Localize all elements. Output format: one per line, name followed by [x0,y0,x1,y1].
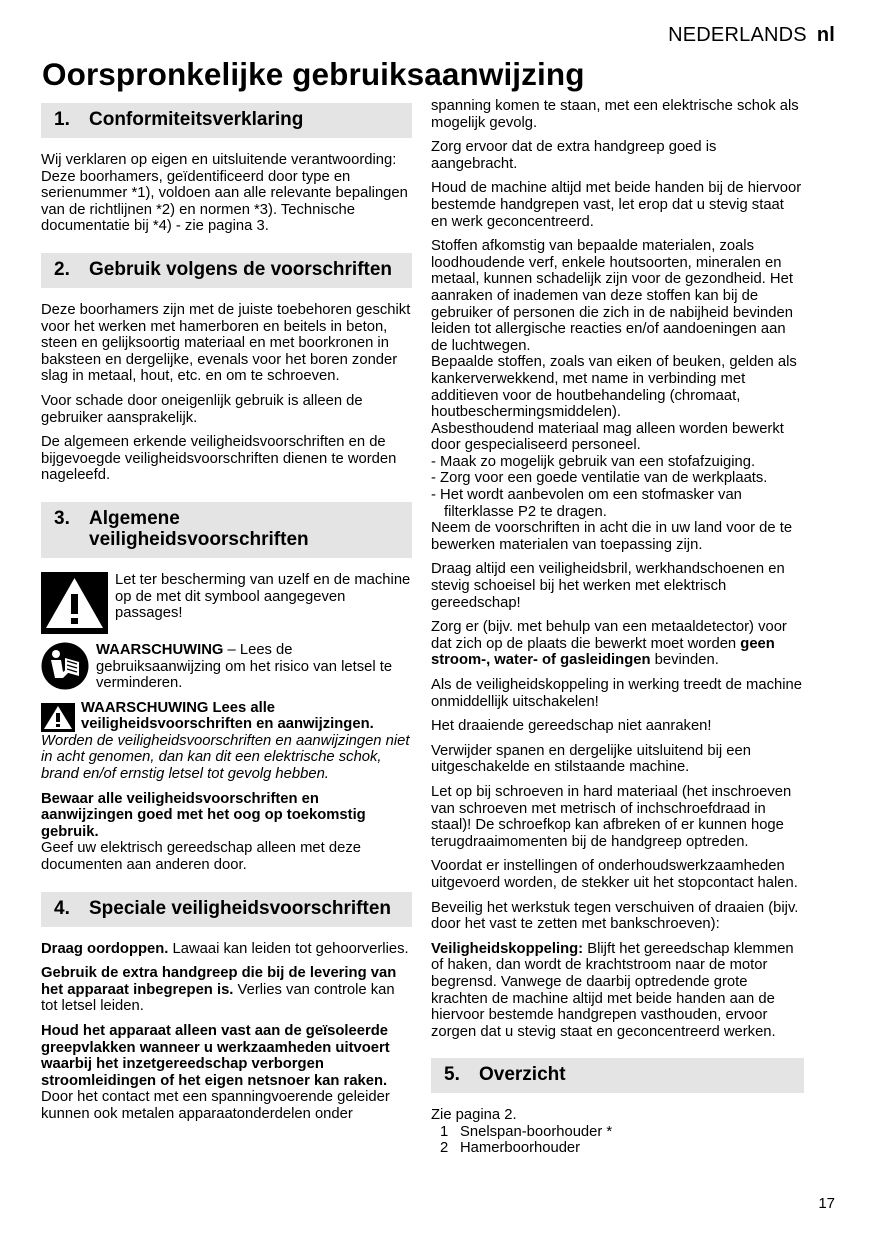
dust-measures-list [431,454,804,520]
section-number: 1. [54,109,70,130]
paragraph: Bepaalde stoffen, zoals van eiken of beuken, gelden als kankerverwekkend, met name in verbinding met additieven voor de houtbehandeling (chromaat, houtbeschermingsmiddelen). [431,354,797,421]
language-header [668,24,835,47]
paragraph: Draag oordoppen. Lawaai kan leiden tot gehoorverlies. [41,940,409,957]
language-code: nl [816,24,835,46]
section-number: 3. [54,507,70,529]
section-title: Algemene veiligheidsvoorschriften [89,507,309,550]
keep-instructions: Bewaar alle veiligheidsvoorschriften en aanwijzingen goed met het oog op toekomstig gebruik. [41,790,366,840]
paragraph: De algemeen erkende veiligheidsvoorschriften en de bijgevoegde veiligheidsvoorschriften dienen te worden nageleefd. [41,434,397,484]
section-title: Overzicht [479,1064,566,1086]
right-column [431,98,804,1157]
paragraph: Houd het apparaat alleen vast aan de geïsoleerde greepvlakken wanneer u werkzaamheden uitvoert waarbij het inzetgereedschap verborgen stroomleidingen of het eigen netsnoer kan raken. Door het contact met een spanningvoerende geleider kunnen ook metalen apparaatonderdelen onder [41,1023,390,1122]
paragraph: Deze boorhamers zijn met de juiste toebehoren geschikt voor het werken met hamerboren en beitels in beton, steen en gelijksoortig materiaal en met boorkronen in baksteen en dergelijke, evenals voor het boren zonder slag in metaal, hout, etc. en om te schroeven. [41,301,411,385]
paragraph: Geef uw elektrisch gereedschap alleen met deze documenten aan anderen door. [41,840,361,874]
left-column [41,98,412,1123]
paragraph: Houd de machine altijd met beide handen bij de hiervoor bestemde handgrepen vast, let erop dat u stevig staat en werk geconcentreerd. [431,180,802,230]
section-heading-2 [41,253,412,288]
section-title: Conformiteitsverklaring [89,109,304,130]
paragraph: Het draaiende gereedschap niet aanraken! [431,718,712,735]
symbol-note [41,572,412,634]
paragraph: Asbesthoudend materiaal mag alleen worden bewerkt door gespecialiseerd personeel. [431,420,784,454]
section-title: Speciale veiligheidsvoorschriften [89,897,391,919]
paragraph: Neem de voorschriften in acht die in uw land voor de te bewerken materialen van toepassing zijn. [431,520,793,553]
section-number: 2. [54,258,70,280]
section-heading-3 [41,502,412,558]
read-manual-icon [41,642,89,690]
paragraph: Stoffen afkomstig van bepaalde materialen, zoals loodhoudende verf, enkele houtsoorten, mineralen en metaal, kunnen schadelijk zijn voor de gezondheid. Het aanraken of inademen van deze stoffen kan bij de gebruiker of personen die zich in de nabijheid bevinden leiden tot allergische reacties en/of aandoeningen aan de luchtwegen. [431,238,793,354]
paragraph: Veiligheidskoppeling: Blijft het gereedschap klemmen of haken, dan wordt de krachtstroom naar de motor begrensd. Vanwege de daarbij optredende grote krachten de machine altijd met beide handen aan de hiervoor bestemde handgrepen vasthouden, ervoor zorgen dat u stevig staat en geconcentreerd werken. [431,940,794,1040]
paragraph: Verwijder spanen en dergelijke uitsluitend bij een uitgeschakelde en stilstaande machine. [431,742,751,776]
paragraph: Beveilig het werkstuk tegen verschuiven of draaien (bijv. door het vast te zetten met bankschroeven): [431,899,799,933]
language-name: NEDERLANDS [668,24,807,46]
warning-label: WAARSCHUWING [96,641,224,658]
paragraph: Let op bij schroeven in hard materiaal (het inschroeven van schroeven met metrisch of inchschroefdraad in staal)! De schroefkop kan afbreken of er kunnen hoge terugdraaimomenten bij de handgreep optreden. [431,783,792,850]
page-title: Oorspronkelijke gebruiksaanwijzing [42,56,585,92]
paragraph: Gebruik de extra handgreep die bij de levering van het apparaat inbegrepen is. Verlies van controle kan tot letsel leiden. [41,965,397,1015]
symbol-note-text: Let ter bescherming van uzelf en de machine op de met dit symbool aangegeven passages! [115,571,411,622]
warning-sign-small-icon [41,703,75,732]
section-heading-1 [41,103,412,138]
section-title: Gebruik volgens de voorschriften [89,258,393,280]
list-item: - Maak zo mogelijk gebruik van een stofafzuiging. [431,454,804,471]
list-item: - Zorg voor een goede ventilatie van de werkplaats. [431,470,804,487]
paragraph: Zorg er (bijv. met behulp van een metaaldetector) voor dat zich op de plaats die bewerkt moet worden geen stroom-, water- of gasleidingen bevinden. [431,619,787,669]
paragraph: Zorg ervoor dat de extra handgreep goed is aangebracht. [431,139,717,172]
paragraph: Zie pagina 2. [431,1107,517,1124]
section-number: 4. [54,897,70,919]
section-number: 5. [444,1064,460,1086]
page-number: 17 [818,1195,835,1212]
conformity-text: Wij verklaren op eigen en uitsluitende verantwoording: Deze boorhamers, geïdentificeerd door type en serienummer *1), voldoen aan alle relevante bepalingen van de richtlijnen *2) en normen *3). Technische documentatie bij *4) - zie pagina 3. [41,152,408,235]
paragraph: spanning komen te staan, met een elektrische schok als mogelijk gevolg. [431,98,799,131]
paragraph: Voordat er instellingen of onderhoudswerkzaamheden uitgevoerd worden, de stekker uit het stopcontact halen. [431,858,798,891]
read-manual-text: WAARSCHUWING – Lees de gebruiksaanwijzing om het risico van letsel te verminderen. [96,641,393,692]
warning-sign-large-icon [41,572,108,634]
read-manual-warning [41,642,412,692]
paragraph: Draag altijd een veiligheidsbril, werkhandschoenen en stevig schoeisel bij het werken met elektrisch gereedschap! [431,561,785,611]
parts-list [431,1124,804,1157]
list-item: - Het wordt aanbevolen om een stofmasker van filterklasse P2 te dragen. [431,487,804,520]
list-item: 2 Hamerboorhouder [440,1140,581,1157]
paragraph: Voor schade door oneigenlijk gebruik is alleen de gebruiker aansprakelijk. [41,392,363,426]
general-warning: WAARSCHUWING Lees alle veiligheidsvoorschriften en aanwijzingen. Worden de veiligheidsvoorschriften en aanwijzingen niet in acht genomen, dan kan dit een elektrische schok, brand en/of ernstig letsel tot gevolg hebben. [41,699,410,783]
section-heading-5 [431,1058,804,1093]
section-heading-4 [41,892,412,927]
list-item: 1 Snelspan-boorhouder * [440,1123,613,1140]
paragraph: Als de veiligheidskoppeling in werking treedt de machine onmiddellijk uitschakelen! [431,677,802,710]
